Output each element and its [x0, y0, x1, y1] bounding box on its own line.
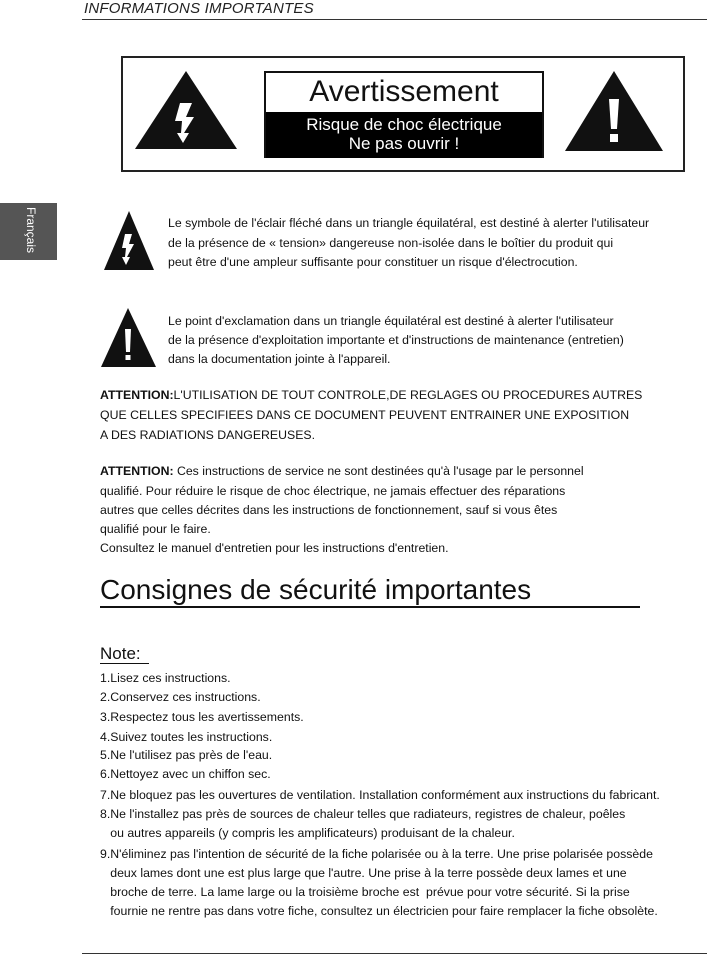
footer-rule — [82, 953, 707, 954]
attention1-line-3: A DES RADIATIONS DANGEREUSES. — [100, 428, 316, 442]
safety-heading-underline — [100, 606, 640, 608]
language-side-tab — [0, 203, 57, 260]
safety-item: 2.Conservez ces instructions. — [100, 690, 261, 704]
exclamation-desc-line-1: Le point d'exclamation dans un triangle équilatéral est destiné à alerter l'utilisateur — [168, 314, 614, 328]
lightning-desc-line-2: de la présence de « tension» dangereuse non-isolée dans le boîtier du produit qui — [168, 236, 614, 250]
safety-item: deux lames dont une est plus large que l'autre. Une prise à la terre possède deux lames et une — [100, 866, 627, 880]
note-label: Note: — [100, 644, 141, 663]
attention2-line-4: qualifié pour le faire. — [100, 522, 211, 536]
safety-item: 1.Lisez ces instructions. — [100, 671, 231, 685]
page-header-title: INFORMATIONS IMPORTANTES — [84, 0, 314, 17]
safety-heading: Consignes de sécurité importantes — [100, 574, 532, 605]
attention2-line-2: qualifié. Pour réduire le risque de choc électrique, ne jamais effectuer des réparations — [100, 484, 566, 498]
warning-label — [264, 71, 544, 158]
exclamation-desc-line-3: dans la documentation jointe à l'appareil. — [168, 352, 391, 366]
note-underline — [100, 663, 149, 664]
safety-item: 5.Ne l'utilisez pas près de l'eau. — [100, 748, 273, 762]
safety-item: 7.Ne bloquez pas les ouvertures de ventilation. Installation conformément aux instructions du fabricant. — [100, 788, 660, 802]
lightning-desc-line-3: peut être d'une ampleur suffisante pour constituer un risque d'électrocution. — [168, 255, 578, 269]
warning-title: Avertissement — [309, 75, 499, 108]
attention2-line-5: Consultez le manuel d'entretien pour les instructions d'entretien. — [100, 541, 449, 555]
warning-line-2: Ne pas ouvrir ! — [348, 134, 460, 153]
safety-item: 4.Suivez toutes les instructions. — [100, 730, 273, 744]
exclamation-symbol-icon — [100, 307, 157, 368]
safety-item: 8.Ne l'installez pas près de sources de chaleur telles que radiateurs, registres de chaleur, poêles — [100, 807, 626, 821]
safety-item: 6.Nettoyez avec un chiffon sec. — [100, 767, 271, 781]
attention2-line-1 — [100, 462, 584, 481]
attention1-line-2: QUE CELLES SPECIFIEES DANS CE DOCUMENT PEUVENT ENTRAINER UNE EXPOSITION — [100, 408, 630, 422]
attention2-label: ATTENTION: — [100, 464, 174, 478]
attention1-text-1: L'UTILISATION DE TOUT CONTROLE,DE REGLAGES OU PROCEDURES AUTRES — [173, 388, 643, 402]
lightning-symbol-icon — [103, 210, 155, 271]
lightning-desc-line-1: Le symbole de l'éclair fléché dans un triangle équilatéral, est destiné à alerter l'utilisateur — [168, 216, 650, 230]
header-rule — [82, 19, 707, 20]
warning-line-1: Risque de choc électrique — [306, 115, 502, 134]
safety-item: 9.N'éliminez pas l'intention de sécurité de la fiche polarisée ou à la terre. Une prise polarisée possède — [100, 847, 653, 861]
attention2-line-3: autres que celles décrites dans les instructions de fonctionnement, sauf si vous êtes — [100, 503, 558, 517]
exclamation-warning-icon — [563, 69, 665, 153]
safety-item: broche de terre. La lame large ou la troisième broche est prévue pour votre sécurité. Si la prise — [100, 885, 630, 899]
safety-item: fournie ne rentre pas dans votre fiche, consultez un électricien pour faire remplacer la fiche obsolète. — [100, 904, 658, 918]
warning-black-band — [266, 112, 542, 158]
lightning-warning-icon — [134, 69, 239, 151]
attention1-label: ATTENTION: — [100, 388, 174, 402]
safety-item: ou autres appareils (y compris les amplificateurs) produisant de la chaleur. — [100, 826, 515, 840]
safety-item: 3.Respectez tous les avertissements. — [100, 710, 304, 724]
attention1-line-1 — [100, 386, 642, 405]
attention2-text-1: Ces instructions de service ne sont destinées qu'à l'usage par le personnel — [173, 464, 584, 478]
language-side-tab-label: Français — [24, 207, 38, 254]
exclamation-desc-line-2: de la présence d'exploitation importante et d'instructions de maintenance (entretien) — [168, 333, 624, 347]
